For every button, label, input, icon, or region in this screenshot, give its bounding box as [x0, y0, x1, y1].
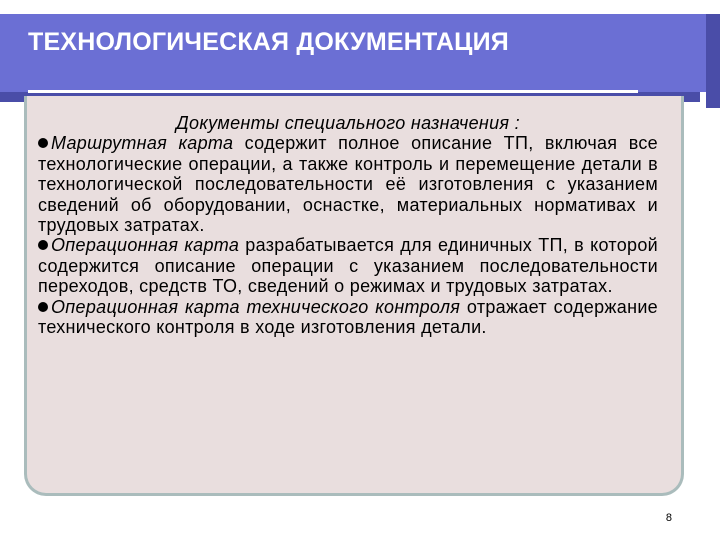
title-bar-edge — [706, 14, 720, 108]
item-term: Маршрутная карта — [51, 133, 234, 154]
list-item — [38, 297, 658, 338]
item-term: Операционная карта технического контроля — [51, 296, 461, 317]
item-text: разрабатывается для единичных ТП, в которой содержится описание операции с указанием последовательности переходов, средств ТО, сведений о режимах и трудовых затратах. — [38, 235, 658, 297]
content-text — [38, 113, 658, 337]
item-text: содержит полное описание ТП, включая все технологические операции, а также контроль и перемещение детали в технологической последовательности её изготовления с указанием сведений об оборудовании, оснастке, материальных нормативах и трудовых затратах. — [38, 133, 658, 236]
section-heading: Документы специального назначения : — [176, 113, 520, 133]
item-text: отражает содержание технического контроля в ходе изготовления детали. — [38, 296, 658, 338]
slide-title: ТЕХНОЛОГИЧЕСКАЯ ДОКУМЕНТАЦИЯ — [28, 28, 509, 56]
title-underline — [28, 90, 638, 93]
bullet-icon — [38, 302, 48, 312]
list-item — [38, 235, 658, 296]
item-term: Операционная карта — [51, 235, 240, 256]
list-item — [38, 133, 658, 235]
bullet-icon — [38, 138, 48, 148]
bullet-icon — [38, 240, 48, 250]
page-number: 8 — [665, 512, 672, 524]
